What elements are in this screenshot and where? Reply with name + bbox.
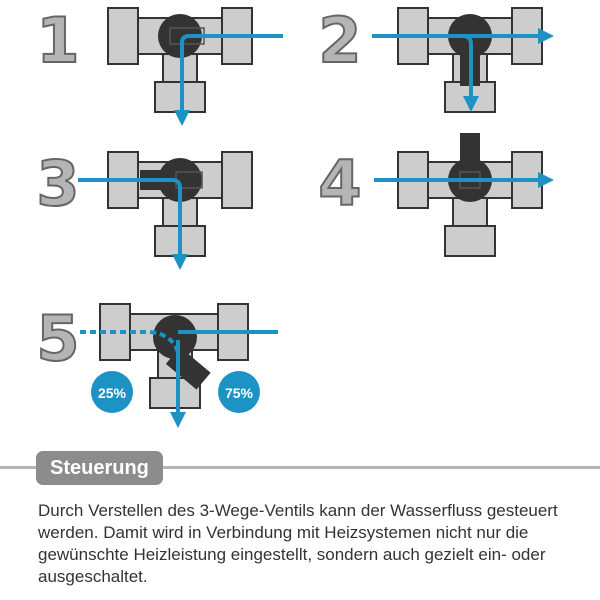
step-1 bbox=[36, 4, 283, 118]
badge-25-label: 25% bbox=[97, 385, 127, 401]
step-3-number: 3 bbox=[36, 147, 80, 220]
step-2-number: 2 bbox=[318, 4, 362, 77]
badge-25 bbox=[91, 371, 133, 413]
step-3 bbox=[36, 147, 252, 262]
step-2 bbox=[318, 4, 546, 112]
step-1-number: 1 bbox=[36, 4, 80, 77]
step-5 bbox=[36, 302, 278, 420]
section-title: Steuerung bbox=[36, 451, 163, 485]
valve-ball bbox=[153, 315, 197, 359]
section-text: Durch Verstellen des 3-Wege-Ventils kann der Wasserfluss gesteuert werden. Damit wird in Verbindung mit Heizsystemen nicht nur die gewünschte Heizleistung eingestellt, sondern auch gezielt ein- oder ausgeschaltet. bbox=[38, 501, 558, 586]
badge-75 bbox=[218, 371, 260, 413]
step-4-number: 4 bbox=[318, 147, 362, 220]
badge-75-label: 75% bbox=[224, 385, 254, 401]
step-4 bbox=[318, 133, 546, 256]
step-5-number: 5 bbox=[36, 302, 80, 375]
